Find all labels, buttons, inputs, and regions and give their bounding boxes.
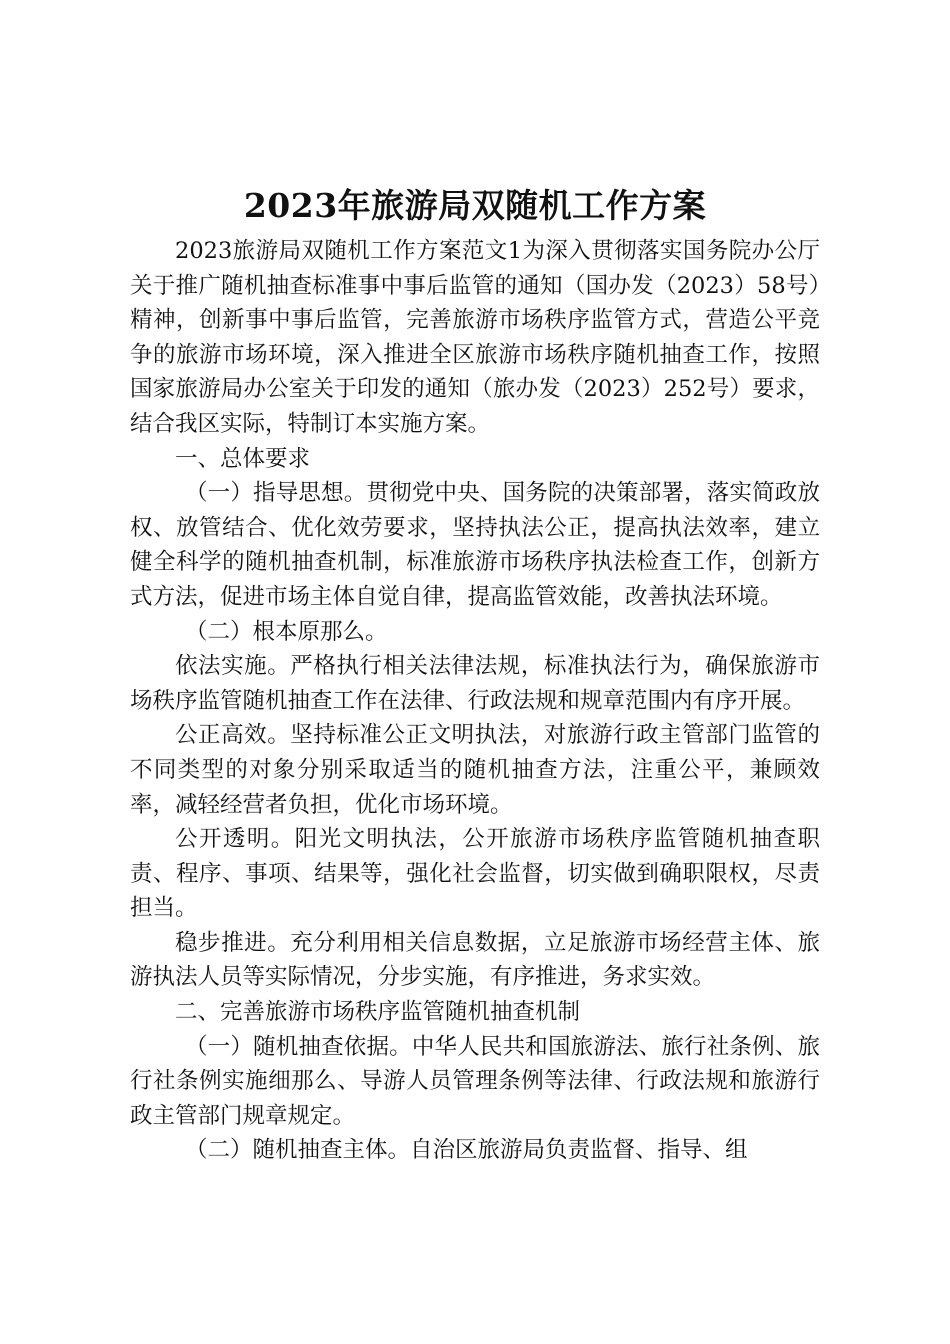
principle-transparent-paragraph: 公开透明。阳光文明执法，公开旅游市场秩序监管随机抽查职责、程序、事项、结果等，强化社会监督，切实做到确职限权，尽责担当。 <box>130 826 820 922</box>
document-title: 2023年旅游局双随机工作方案 <box>243 186 707 225</box>
basic-principles-heading: （二）根本原那么。 <box>185 618 388 645</box>
principle-steady-paragraph: 稳步推进。充分利用相关信息数据，立足旅游市场经营主体、旅游执法人员等实际情况，分步实施，有序推进，务求实效。 <box>130 929 820 991</box>
guiding-thought-paragraph: （一）指导思想。贯彻党中央、国务院的决策部署，落实简政放权、放管结合、优化效劳要求，坚持执法公正，提高执法效率，建立健全科学的随机抽查机制，标准旅游市场秩序执法检查工作，创新方式方法，促进市场主体自觉自律，提高监管效能，改善执法环境。 <box>130 480 820 610</box>
intro-paragraph: 2023旅游局双随机工作方案范文1为深入贯彻落实国务院办公厅关于推广随机抽查标准事中事后监管的通知（国办发（2023）58号）精神，创新事中事后监管，完善旅游市场秩序监管方式，营造公平竞争的旅游市场环境，深入推进全区旅游市场秩序随机抽查工作，按照国家旅游局办公室关于印发的通知（旅办发（2023）252号）要求，结合我区实际，特制订本实施方案。 <box>130 238 820 437</box>
inspection-basis-paragraph: （一）随机抽查依据。中华人民共和国旅游法、旅行社条例、旅行社条例实施细那么、导游人员管理条例等法律、行政法规和旅游行政主管部门规章规定。 <box>130 1033 820 1129</box>
document-page <box>130 180 820 1168</box>
section-heading-2: 二、完善旅游市场秩序监管随机抽查机制 <box>175 999 581 1026</box>
section-heading-1: 一、总体要求 <box>175 445 311 472</box>
principle-lawful-paragraph: 依法实施。严格执行相关法律法规，标准执法行为，确保旅游市场秩序监管随机抽查工作在法律、行政法规和规章范围内有序开展。 <box>130 653 820 714</box>
inspection-subject-paragraph: （二）随机抽查主体。自治区旅游局负责监督、指导、组 <box>185 1137 748 1164</box>
principle-fair-paragraph: 公正高效。坚持标准公正文明执法，对旅游行政主管部门监管的不同类型的对象分别采取适当的随机抽查方法，注重公平，兼顾效率，减轻经营者负担，优化市场环境。 <box>130 722 820 818</box>
